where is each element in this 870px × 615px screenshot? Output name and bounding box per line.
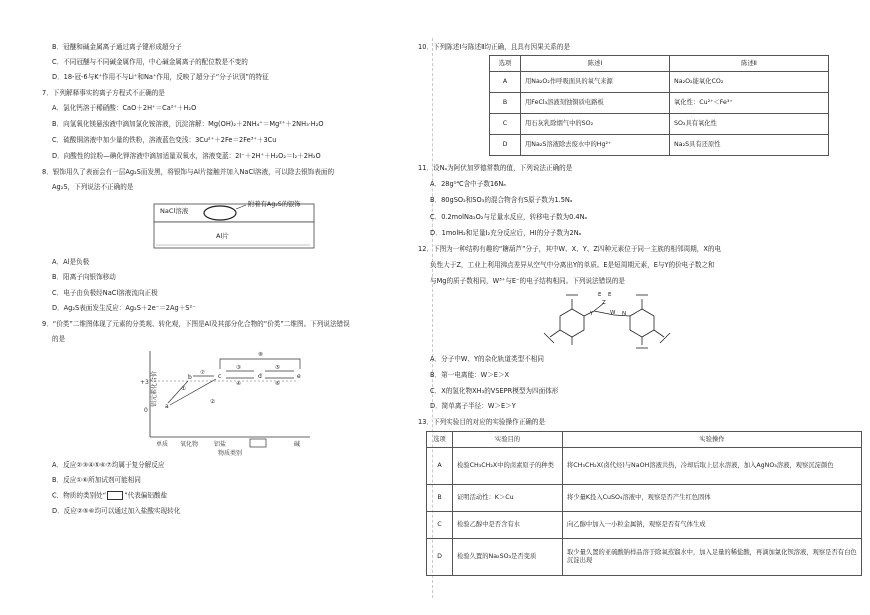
al-plate bbox=[154, 222, 314, 248]
q7-option-a: A．氯化钙溶于稀硝酸：CaO＋2H⁺＝Ca²⁺＋H₂O bbox=[52, 104, 197, 112]
q11-option-c: C．0.2molNa₂O₂与足量水反应，转移电子数为0.4Nₐ bbox=[430, 213, 588, 221]
atom-e-2: E bbox=[608, 292, 612, 298]
atom-n: N bbox=[622, 311, 627, 317]
q13-row-d-option: D bbox=[427, 539, 453, 576]
q10-row-c-stmt1: 用石灰乳除烟气中的SO₂ bbox=[521, 114, 670, 135]
q10-header-option: 选项 bbox=[490, 56, 521, 72]
q10-row-a-stmt1: 用Na₂O₂作呼吸面具的氧气来源 bbox=[521, 72, 670, 93]
q9-option-d: D．反应②⑤⑥均可以通过加入盐酸实现转化 bbox=[52, 507, 181, 515]
q9-option-c bbox=[52, 491, 167, 500]
q8-stem-line1: 8．银饰用久了表面会有一层Ag₂S而发黑，将银饰与Al片接触并加入NaCl溶液，可以除去银饰表面的 bbox=[42, 168, 335, 176]
q7-stem: 7．下列解释事实的离子方程式不正确的是 bbox=[42, 89, 165, 97]
q11-option-d: D．1molH₂和足量I₂充分反应后，HI的分子数为2Nₐ bbox=[430, 229, 582, 237]
ytick-zero: 0 bbox=[144, 407, 148, 414]
arrow-7: ⑦ bbox=[200, 370, 205, 376]
point-d: d bbox=[258, 373, 262, 380]
q13-row-c-operation: 向乙醇中加入一小粒金属钠，观察是否有气体生成 bbox=[563, 512, 862, 539]
q9-option-b: B．反应①⑥所加试剂可能相同 bbox=[52, 476, 141, 484]
q12-stem-line1: 12．下图为一种结构有趣的“糖葫芦”分子，其中W、X、Y、Z四种元素位于同一主族的相邻周期，X的电 bbox=[418, 245, 722, 253]
q10-row-b-stmt2: 氧化性：Cu²⁺＜Fe³⁺ bbox=[670, 93, 829, 114]
q9-stem-line1: 9．“价类”二维图体现了元素的分类观、转化观，下图是Al及其部分化合物的“价类”二维图。下列说法错误 bbox=[42, 320, 350, 328]
q10-table bbox=[489, 55, 829, 156]
q10-row-d-stmt2: Na₂S具有还原性 bbox=[670, 135, 829, 156]
q12-option-a: A．分子中W、Y的杂化轨道类型不相同 bbox=[430, 355, 544, 363]
arrow-5: ⑤ bbox=[275, 365, 280, 371]
q12-stem-line2: 负性大于Z，工业上利用沸点差异从空气中分离出Y的单质。E是短周期元素，E与Y的价电子数之和 bbox=[430, 261, 715, 269]
right-benzene-ring bbox=[630, 309, 654, 337]
ytick-plus3: +3 bbox=[140, 379, 149, 386]
point-c: c bbox=[218, 373, 222, 380]
q12-option-c: C．X的氢化物XH₃的VSEPR模型为四面体形 bbox=[430, 387, 559, 395]
xtick-element: 单质 bbox=[156, 441, 169, 448]
q13-row-a-operation: 将CH₃CH₂X(卤代烃)与NaOH溶液共热，冷却后取上层水溶液，加入AgNO₃溶液，观察沉淀颜色 bbox=[563, 448, 862, 485]
q8-option-a: A．Al是负极 bbox=[52, 258, 90, 266]
xtick-al-salt: 铝盐 bbox=[214, 441, 227, 448]
q8-figure bbox=[150, 196, 350, 252]
q8-stem-line2: Ag₂S，下列说法不正确的是 bbox=[52, 183, 134, 191]
q8-option-d: D．Ag₂S表面发生反应：Ag₂S＋2e⁻＝2Ag＋S²⁻ bbox=[52, 304, 196, 312]
arrow-8: ⑧ bbox=[258, 352, 263, 358]
q12-option-b: B．第一电离能：W＞E＞X bbox=[430, 371, 510, 379]
q10-row-c-option: C bbox=[490, 114, 521, 135]
q11-option-b: B．80gSO₂和SO₃的混合物含有S原子数为1.5Nₐ bbox=[430, 196, 573, 204]
q8-option-b: B．阳离子向银饰移动 bbox=[52, 273, 116, 281]
q13-row-c-option: C bbox=[427, 512, 453, 539]
left-benzene-ring bbox=[560, 309, 584, 337]
q11-option-a: A．28g¹⁴C含中子数16Nₐ bbox=[430, 180, 506, 188]
left-column bbox=[0, 0, 432, 615]
q10-row-b-option: B bbox=[490, 93, 521, 114]
q11-stem: 11．设Nₐ为阿伏加罗德常数的值，下列说法正确的是 bbox=[418, 164, 573, 172]
q10-row-d-stmt1: 用Na₂S溶液除去废水中的Hg²⁺ bbox=[521, 135, 670, 156]
xtick-base: 碱 bbox=[294, 441, 301, 448]
q12-stem-line3: 与Mg的质子数相同，W³⁺与E⁻的电子结构相同。下列说法错误的是 bbox=[430, 277, 626, 285]
q7-option-d: D．向酸性的淀粉—碘化钾溶液中滴加适量双氧水，溶液变蓝：2I⁻＋2H⁺＋H₂O₂＝I₂＋2H₂O bbox=[52, 152, 321, 160]
q13-row-c-purpose: 检验乙醇中是否含有水 bbox=[453, 512, 563, 539]
atom-y: Y bbox=[590, 311, 594, 317]
q13-row-a-option: A bbox=[427, 448, 453, 485]
atom-e-1: E bbox=[598, 292, 602, 298]
q10-header-stmt2: 陈述Ⅱ bbox=[670, 56, 829, 72]
x-axis-label: 物质类别 bbox=[218, 450, 243, 457]
q13-header-option: 选项 bbox=[427, 432, 453, 448]
nacl-label: NaCl溶液 bbox=[160, 207, 189, 215]
point-e: e bbox=[297, 373, 301, 380]
q7-option-c: C．硫酸铜溶液中加少量的铁粉，溶液蓝色变浅：3Cu²⁺＋2Fe＝2Fe³⁺＋3Cu bbox=[52, 136, 277, 144]
q10-row-d-option: D bbox=[490, 135, 521, 156]
q10-header-stmt1: 陈述Ⅰ bbox=[521, 56, 670, 72]
q9-valence-class-chart bbox=[110, 345, 320, 457]
q7-option-b: B．向氢氧化镁悬浊液中滴加氯化铵溶液，沉淀溶解：Mg(OH)₂＋2NH₄⁺＝Mg²⁺＋2NH₃·H₂O bbox=[52, 120, 324, 128]
arrow-1: ① bbox=[181, 386, 186, 392]
q13-row-a-purpose: 检验CH₃CH₂X中的卤素原子的种类 bbox=[453, 448, 563, 485]
point-b: b bbox=[188, 374, 192, 381]
q9-option-c-part1: C．物质的类别处“ bbox=[52, 491, 107, 500]
q13-row-b-purpose: 证明活动性：K＞Cu bbox=[453, 485, 563, 512]
q10-row-c-stmt2: SO₂具有氧化性 bbox=[670, 114, 829, 135]
q10-row-a-option: A bbox=[490, 72, 521, 93]
q13-row-d-purpose: 检验久置的Na₂SO₃是否变质 bbox=[453, 539, 563, 576]
q13-row-b-option: B bbox=[427, 485, 453, 512]
q12-molecule-structure bbox=[532, 287, 682, 351]
al-label: Al片 bbox=[216, 232, 229, 240]
q10-row-a-stmt2: Na₂O₂能氧化CO₂ bbox=[670, 72, 829, 93]
arrow-2: ② bbox=[210, 399, 215, 405]
xtick-oxide: 氧化物 bbox=[180, 441, 199, 448]
q13-header-purpose: 实验目的 bbox=[453, 432, 563, 448]
silver-label: 附着有Ag₂S的银饰 bbox=[248, 201, 301, 208]
q9-option-a: A．反应②③④⑤⑥⑦均属于复分解反应 bbox=[52, 461, 165, 469]
atom-z: Z bbox=[602, 300, 606, 306]
arrow-6: ⑥ bbox=[275, 381, 280, 387]
right-column bbox=[418, 0, 870, 615]
xtick-blank-box bbox=[250, 439, 266, 447]
q9-option-c-part2: ”代表偏铝酸盐 bbox=[124, 491, 168, 500]
point-a: a bbox=[165, 403, 169, 410]
q10-stem: 10．下列陈述Ⅰ与陈述Ⅱ均正确，且具有因果关系的是 bbox=[418, 43, 571, 51]
q13-table bbox=[426, 431, 862, 576]
q13-row-d-operation: 取少量久置的亚硫酸钠样品溶于除氧蒸馏水中，加入足量的稀盐酸，再滴加氯化钡溶液，观察是否有白色沉淀出现 bbox=[563, 539, 862, 576]
q8-option-c: C．电子由负极经NaCl溶液流向正极 bbox=[52, 289, 158, 297]
q13-row-b-operation: 将少量K投入CuSO₄溶液中，观察是否产生红色固体 bbox=[563, 485, 862, 512]
q12-option-d: D．简单离子半径：W＞E＞Y bbox=[430, 402, 516, 410]
q6-option-d: D．18-冠-6与K⁺作用不与Li⁺和Na⁺作用，反映了超分子“分子识别”的特征 bbox=[52, 73, 269, 81]
arrow-4: ④ bbox=[236, 381, 241, 387]
q6-option-b: B．冠醚和碱金属离子通过离子键形成超分子 bbox=[52, 43, 182, 51]
q10-row-b-stmt1: 用FeCl₃溶液刻蚀铜质电路板 bbox=[521, 93, 670, 114]
blank-box bbox=[107, 491, 123, 500]
q6-option-c: C．不同冠醚与不同碱金属作用，中心碱金属离子的配位数是不变的 bbox=[52, 58, 248, 66]
atom-w: W bbox=[610, 310, 616, 316]
q9-stem-line2: 的是 bbox=[52, 335, 66, 343]
arrow-3: ③ bbox=[236, 365, 241, 371]
y-axis-label: 铝元素化合价 bbox=[151, 370, 158, 407]
q13-stem: 13．下列实验目的对应的实验操作正确的是 bbox=[418, 418, 546, 426]
q13-header-operation: 实验操作 bbox=[563, 432, 862, 448]
